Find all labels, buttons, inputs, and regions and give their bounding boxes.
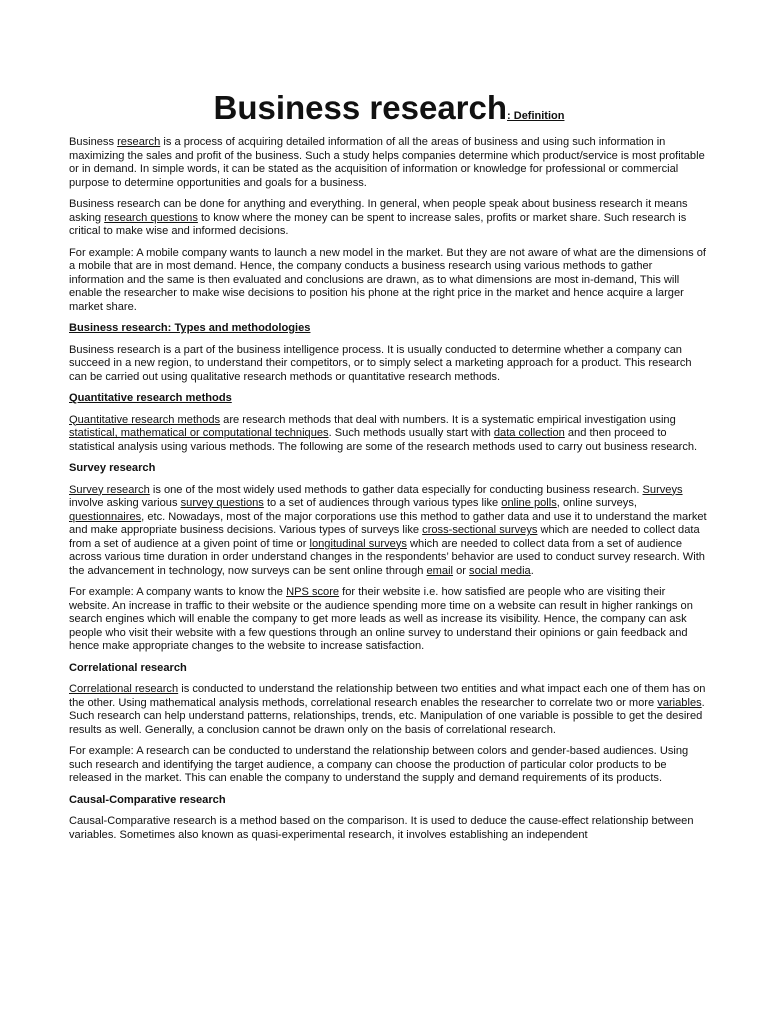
correlational-paragraph-2: For example: A research can be conducted to understand the relationship between colors and gender-based audiences. Using such research and identifying the target audience, a company can choose the production of particular color products to be released in the market. This can enable the company to understand the supply and demand requirements of its products. bbox=[69, 745, 689, 784]
link-nps-score[interactable]: NPS score bbox=[286, 586, 340, 598]
link-online-polls[interactable]: online polls bbox=[501, 497, 557, 509]
text-segment: . Such research can help understand patterns, relationships, trends, etc. Manipulation of one variable is possible to get the desired results as well. Generally, a conclusion cannot be drawn only on the basis of correlational research. bbox=[69, 696, 705, 736]
text-segment: is a process of acquiring detailed information of all the areas of business and using such information in maximizing the sales and profit of the business. Such a study helps companies determine which product/service is most profitable or in demand. In simple words, it can be stated as the acquisition of information or knowledge for professional or commercial purpose to determine opportunities and goals for a business. bbox=[69, 136, 705, 189]
heading-quantitative: Quantitative research methods bbox=[69, 392, 232, 404]
link-variables[interactable]: variables bbox=[657, 696, 702, 709]
causal-paragraph-1: Causal-Comparative research is a method based on the comparison. It is used to deduce the cause-effect relationship between variables. Sometimes also known as quasi-experimental research, it involves establishing an independent bbox=[69, 815, 694, 841]
text-segment: Business research can be done for anything and everything. In general, when people speak about business research it means asking bbox=[69, 198, 688, 224]
intro-paragraph-3: For example: A mobile company wants to launch a new model in the market. But they are not aware of what are the dimensions of a mobile that are in most demand. Hence, the company conducts a business research using various methods to gather information and the same is then evaluated and conclusions are drawn, as to what dimensions are most in-demand, This will enable the researcher to make wise decisions to position his phone at the right price in the market and hence acquire a larger market share. bbox=[69, 246, 706, 313]
title-suffix: : Definition bbox=[507, 110, 565, 122]
heading-types-methodologies: Business research: Types and methodologies bbox=[69, 322, 311, 334]
link-survey-questions[interactable]: survey questions bbox=[180, 497, 264, 509]
text-segment: for their website i.e. how satisfied are people who are visiting their website. An increase in traffic to their website or the audience spending more time on a website can result in higher rankings on search engines which will enable the company to get more leads as well as increase its visibility. Hence, the company can ask people who visit their website with a few questions through an online survey to understand their opinions or gain feedback and hence make appropriate changes to the website to increase satisfaction. bbox=[69, 586, 693, 652]
survey-paragraph-1 bbox=[69, 484, 709, 579]
text-segment: which are needed to collect data from a set of audience across various time duration in order understand changes in the respondents’ behavior are used to conduct survey research. With the advancement in technology, now surveys can be sent online through bbox=[69, 537, 705, 577]
intro-paragraph-1 bbox=[69, 136, 709, 190]
link-social-media[interactable]: social media bbox=[469, 564, 531, 577]
text-segment: is one of the most widely used methods to gather data especially for conducting business research. bbox=[149, 483, 643, 496]
text-segment: . bbox=[530, 564, 534, 577]
quant-paragraph bbox=[69, 414, 709, 455]
text-segment: is conducted to understand the relationship between two entities and what impact each one of them has on the other. Using mathematical analysis methods, correlational research enables the researcher to correlate two or more bbox=[69, 683, 706, 709]
link-email[interactable]: email bbox=[426, 564, 454, 577]
link-questionnaires[interactable]: questionnaires bbox=[69, 510, 142, 523]
heading-survey-research: Survey research bbox=[69, 462, 156, 474]
text-segment: , etc. Nowadays, most of the major corporations use this method to gather data and use it to understand the market and make appropriate business decisions. Various types of surveys like bbox=[69, 510, 707, 536]
link-statistical-techniques[interactable]: statistical, mathematical or computational techniques bbox=[69, 427, 329, 439]
link-quantitative-research-methods[interactable]: Quantitative research methods bbox=[69, 413, 221, 426]
text-segment: or bbox=[453, 564, 470, 577]
intro-paragraph-2 bbox=[69, 198, 709, 239]
text-segment: which are needed to collect data from a set of audience at a given point of time or bbox=[69, 524, 700, 550]
correlational-paragraph-1 bbox=[69, 683, 709, 737]
text-segment: involve asking various bbox=[69, 497, 181, 509]
text-segment: to know where the money can be spent to increase sales, profits or market share. Such research is critical to make wise and informed decisions. bbox=[69, 211, 687, 237]
document-page bbox=[69, 88, 709, 850]
survey-paragraph-2 bbox=[69, 586, 709, 654]
link-correlational-research[interactable]: Correlational research bbox=[69, 683, 179, 695]
text-segment: , online surveys, bbox=[556, 497, 637, 509]
text-segment: . Such methods usually start with bbox=[328, 427, 494, 439]
text-segment: are research methods that deal with numbers. It is a systematic empirical investigation using bbox=[220, 413, 676, 426]
link-longitudinal-surveys[interactable]: longitudinal surveys bbox=[309, 537, 407, 550]
text-segment: For example: A company wants to know the bbox=[69, 586, 287, 598]
link-data-collection[interactable]: data collection bbox=[493, 427, 565, 439]
link-research[interactable]: research bbox=[117, 136, 161, 148]
types-paragraph: Business research is a part of the business intelligence process. It is usually conducted to determine whether a company can succeed in a new region, to understand their competitors, or to simply select a marketing approach for a product. This research can be carried out using qualitative research methods or quantitative research methods. bbox=[69, 343, 692, 383]
text-segment: to a set of audiences through various types like bbox=[263, 497, 502, 509]
text-segment: Business bbox=[69, 136, 118, 148]
title-main: Business research bbox=[213, 89, 508, 126]
link-survey-research[interactable]: Survey research bbox=[69, 483, 150, 496]
link-cross-sectional-surveys[interactable]: cross-sectional surveys bbox=[422, 524, 538, 536]
page-title bbox=[69, 88, 709, 128]
heading-causal-comparative: Causal-Comparative research bbox=[69, 793, 226, 806]
text-segment: and then proceed to statistical analysis using various methods. The following are some of the research methods used to carry out business research. bbox=[69, 427, 698, 453]
heading-correlational-research: Correlational research bbox=[69, 661, 187, 674]
link-surveys[interactable]: Surveys bbox=[642, 483, 683, 496]
link-research-questions[interactable]: research questions bbox=[104, 211, 198, 224]
